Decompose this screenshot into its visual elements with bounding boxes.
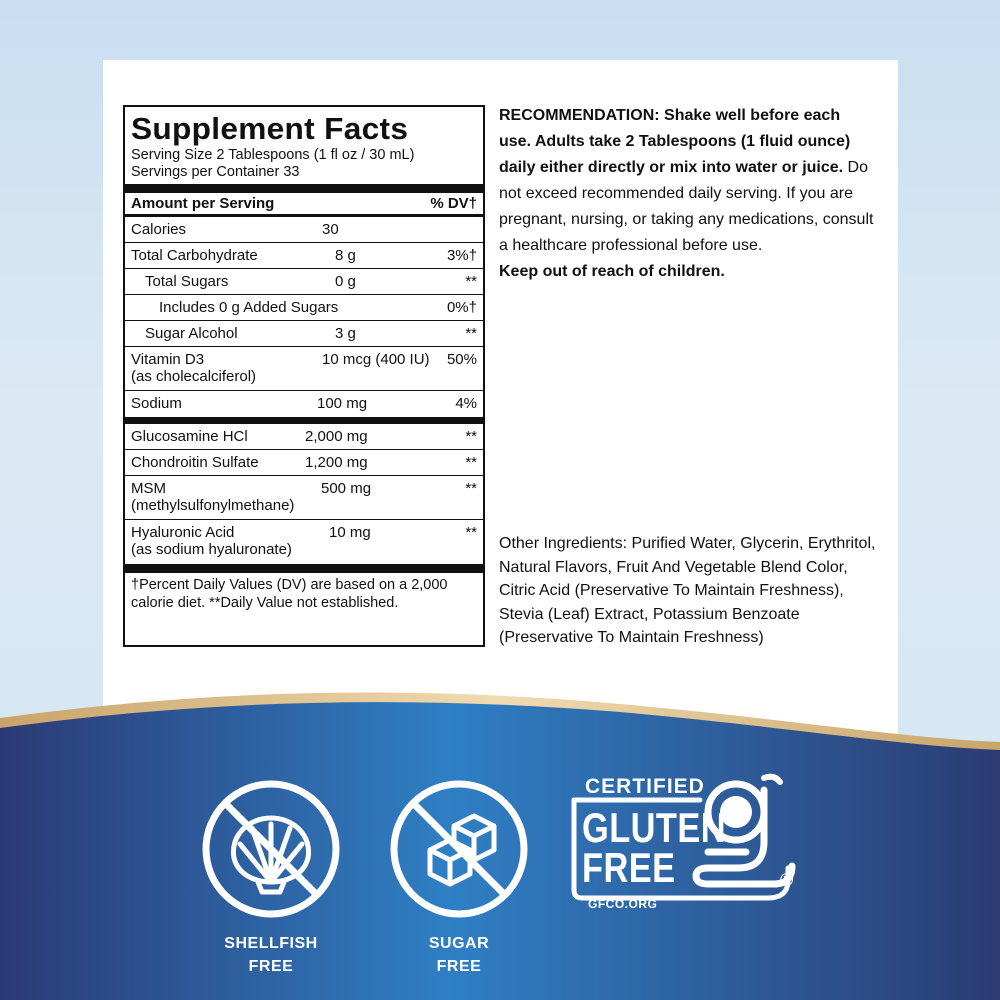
nutrient-name: Includes 0 g Added Sugars: [159, 299, 339, 316]
gf-certified-text: CERTIFIED: [585, 775, 705, 798]
nutrient-dv: 3%†: [446, 247, 477, 264]
nutrient-row-sugar-alcohol: [125, 321, 483, 347]
gf-free-text: FREE: [582, 844, 676, 891]
serving-size: Serving Size 2 Tablespoons (1 fl oz / 30 mL): [131, 147, 415, 163]
nutrient-amount: 0 g: [335, 273, 356, 290]
shellfish-label-line2: FREE: [248, 958, 294, 975]
ingredient-name: Glucosamine HCl: [131, 428, 248, 445]
nutrient-amount: 30: [322, 221, 339, 238]
ingredient-row-chondroitin: [125, 450, 483, 476]
ingredient-row-msm: [125, 476, 483, 520]
ingredient-dv: **: [465, 454, 477, 471]
nutrient-row-calories: [125, 217, 483, 243]
shellfish-free-label: [210, 932, 332, 978]
ingredient-amount: 2,000 mg: [305, 428, 368, 445]
nutrient-dv: 50%: [446, 351, 477, 368]
servings-per-container: Servings per Container 33: [131, 164, 300, 180]
ingredient-amount: 500 mg: [321, 480, 372, 497]
ingredient-name: Chondroitin Sulfate: [131, 454, 259, 471]
amount-per-serving-label: Amount per Serving: [131, 195, 275, 212]
ingredient-source: (methylsulfonylmethane): [131, 497, 295, 514]
nutrient-name: Total Sugars: [145, 273, 229, 290]
dv-header: % DV†: [430, 195, 477, 212]
divider-thick: [125, 184, 483, 193]
nutrient-amount: 8 g: [335, 247, 356, 264]
recommendation-body: Do not exceed recommended daily serving. If you are pregnant, nursing, or taking any medications, consult a healthcare professional before use.: [499, 159, 874, 254]
nutrient-amount: 100 mg: [317, 395, 368, 412]
supplement-facts-panel: [123, 105, 485, 647]
nutrient-row-total-carbohydrate: [125, 243, 483, 269]
gf-gluten-text: GLUTEN: [582, 804, 727, 851]
ingredient-name: Hyaluronic Acid: [131, 524, 235, 541]
ingredient-dv: **: [465, 524, 477, 541]
nutrient-row-vitamin-d3: [125, 347, 483, 391]
nutrient-row-sodium: [125, 391, 483, 417]
warning-text: Keep out of reach of children.: [499, 263, 725, 280]
shellfish-free-icon: [200, 778, 342, 920]
ingredient-dv: **: [465, 480, 477, 497]
ingredient-amount: 1,200 mg: [305, 454, 368, 471]
nutrient-row-added-sugars: [125, 295, 483, 321]
facts-title: Supplement Facts: [131, 111, 409, 146]
ingredient-row-glucosamine: [125, 424, 483, 450]
nutrient-amount: 10 mcg (400 IU): [322, 351, 430, 368]
ingredient-row-hyaluronic-acid: [125, 520, 483, 564]
nutrient-name: Total Carbohydrate: [131, 247, 258, 264]
ingredient-source: (as sodium hyaluronate): [131, 541, 292, 558]
nutrient-name: Sugar Alcohol: [145, 325, 238, 342]
nutrient-dv: **: [465, 273, 477, 290]
nutrient-name: Sodium: [131, 395, 182, 412]
sugar-free-label: [398, 932, 520, 978]
sugar-label-line1: SUGAR: [428, 935, 490, 952]
nutrient-source: (as cholecalciferol): [131, 368, 257, 385]
other-ingredients: Other Ingredients: Purified Water, Glycerin, Erythritol, Natural Flavors, Fruit And Vegetable Blend Color, Citric Acid (Preservative To Maintain Freshness), Stevia (Leaf) Extract, Potassium Benzoate (Preservative To Maintain Freshness): [499, 535, 876, 646]
ingredient-dv: **: [465, 428, 477, 445]
nutrient-name: Calories: [131, 221, 187, 238]
recommendation-text: [499, 103, 874, 285]
sugar-free-icon: [388, 778, 530, 920]
registered-mark: ®: [780, 870, 794, 890]
nutrient-dv: 0%†: [446, 299, 477, 316]
divider-thick: [125, 417, 483, 424]
amount-header: [125, 193, 483, 217]
nutrient-dv: 4%: [455, 395, 477, 412]
sugar-label-line2: FREE: [436, 958, 482, 975]
ingredient-amount: 10 mg: [329, 524, 371, 541]
nutrient-dv: **: [465, 325, 477, 342]
shellfish-label-line1: SHELLFISH: [224, 935, 318, 952]
ingredient-name: MSM: [131, 480, 166, 497]
nutrient-amount: 3 g: [335, 325, 356, 342]
recommendation-bold: RECOMMENDATION: Shake well before each use. Adults take 2 Tablespoons (1 fluid ounce) daily either directly or mix into water or juice.: [499, 107, 851, 176]
nutrient-name: Vitamin D3: [131, 351, 205, 368]
facts-footnote: †Percent Daily Values (DV) are based on a 2,000 calorie diet. **Daily Value not established.: [131, 577, 448, 611]
divider-thick: [125, 564, 483, 573]
gf-site-text: GFCO.ORG: [588, 897, 658, 911]
nutrient-row-total-sugars: [125, 269, 483, 295]
